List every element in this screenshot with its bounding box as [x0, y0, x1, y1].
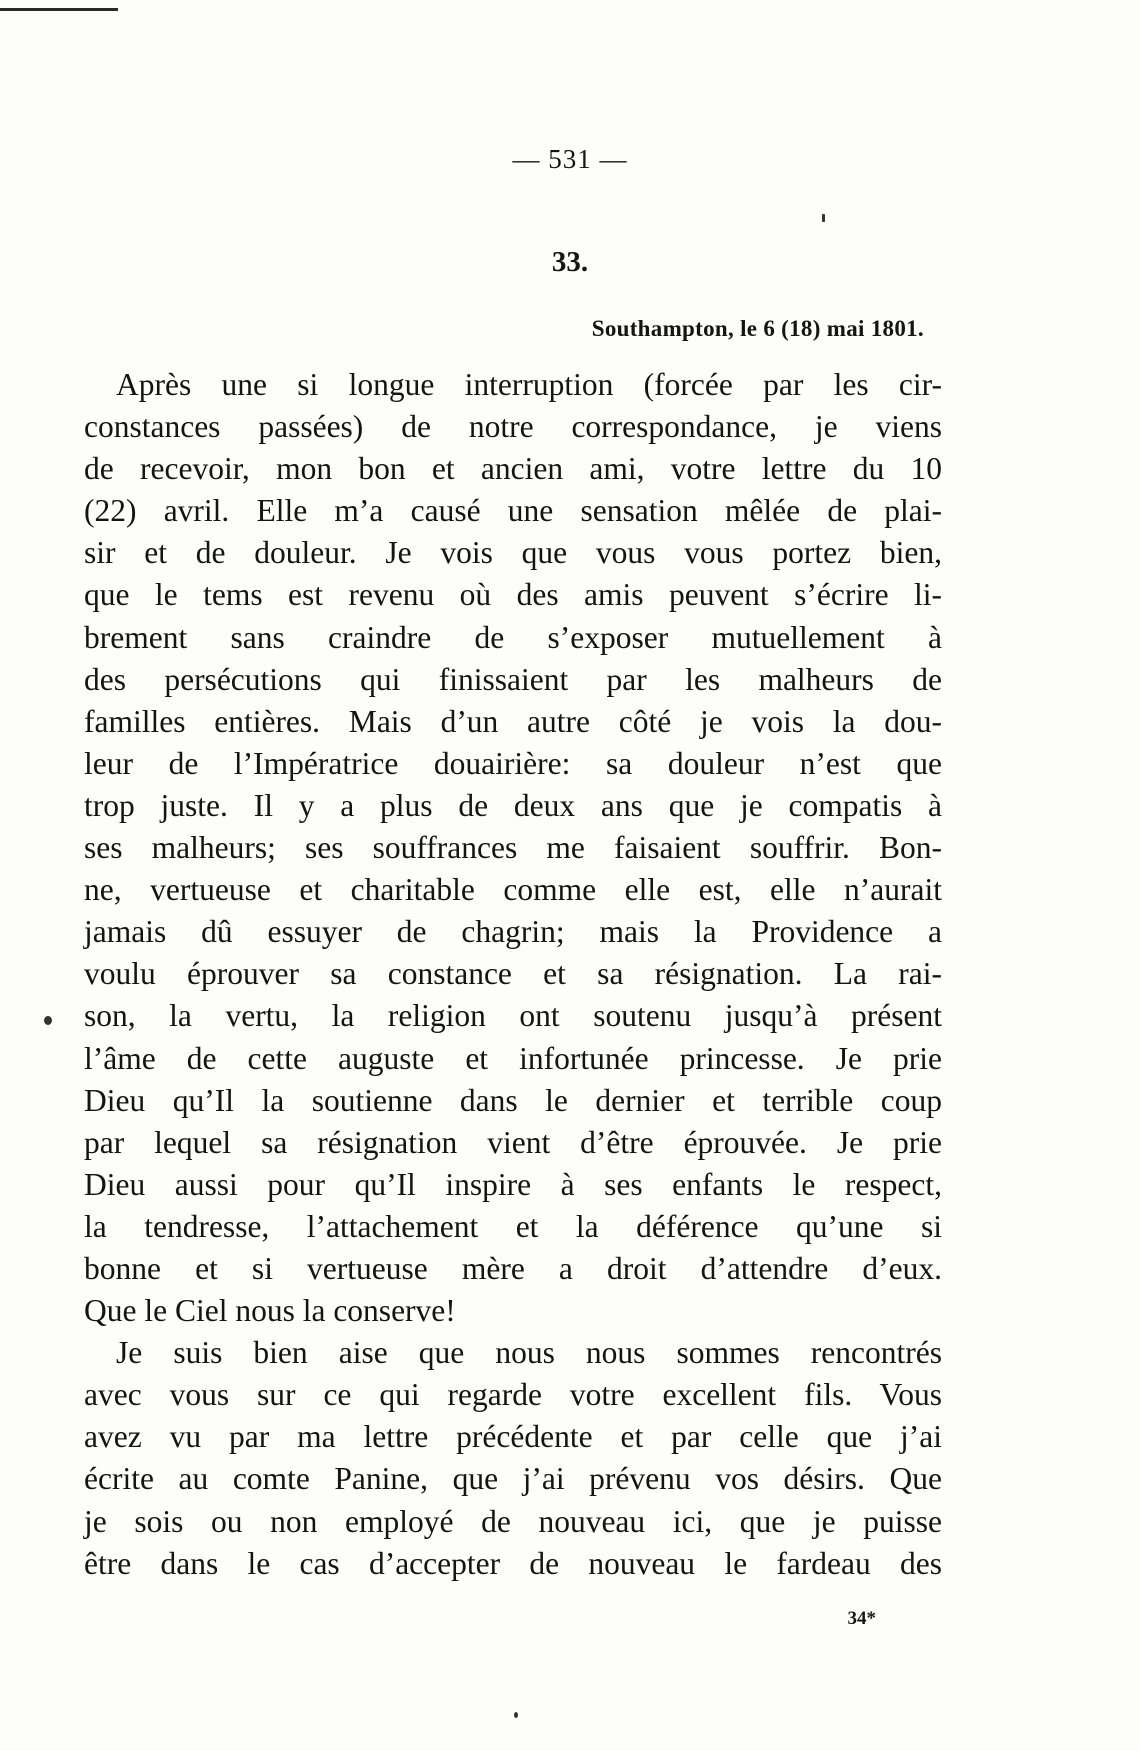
text-line: voulu éprouver sa constance et sa résignation. La rai-	[84, 956, 942, 992]
text-line: trop juste. Il y a plus de deux ans que je compatis à	[84, 787, 942, 823]
text-line: avez vu par ma lettre précédente et par celle que j’ai	[84, 1419, 942, 1455]
paragraph-1	[84, 364, 942, 1332]
text-line: leur de l’Impératrice douairière: sa douleur n’est que	[84, 745, 942, 781]
text-line: ne, vertueuse et charitable comme elle est, elle n’aurait	[84, 872, 942, 908]
text-line: la tendresse, l’attachement et la déférence qu’une si	[84, 1208, 942, 1244]
text-line: par lequel sa résignation vient d’être éprouvée. Je prie	[84, 1124, 942, 1160]
text-line: (22) avril. Elle m’a causé une sensation mêlée de plai-	[84, 493, 942, 529]
text-line: écrite au comte Panine, que j’ai prévenu vos désirs. Que	[84, 1461, 942, 1497]
text-line: brement sans craindre de s’exposer mutuellement à	[84, 619, 942, 655]
text-line: être dans le cas d’accepter de nouveau le fardeau des	[84, 1545, 942, 1581]
text-line: son, la vertu, la religion ont soutenu jusqu’à présent	[84, 998, 942, 1034]
text-line: Que le Ciel nous la conserve!	[84, 1293, 456, 1329]
text-line: sir et de douleur. Je vois que vous vous portez bien,	[84, 535, 942, 571]
text-line: je sois ou non employé de nouveau ici, que je puisse	[84, 1503, 942, 1539]
signature-mark: 34*	[847, 1608, 876, 1629]
paragraph-2	[84, 1332, 942, 1585]
text-line: de recevoir, mon bon et ancien ami, votre lettre du 10	[84, 451, 942, 487]
text-line: familles entières. Mais d’un autre côté je vois la dou-	[84, 703, 942, 739]
text-line: Après une si longue interruption (forcée par les cir-	[116, 367, 942, 402]
text-line: constances passées) de notre correspondance, je viens	[84, 409, 942, 445]
ink-speck	[514, 1712, 518, 1718]
text-line: jamais dû essuyer de chagrin; mais la Providence a	[84, 914, 942, 950]
text-line: que le tems est revenu où des amis peuvent s’écrire li-	[84, 577, 942, 613]
text-line: des persécutions qui finissaient par les malheurs de	[84, 661, 942, 697]
ink-speck	[44, 1016, 52, 1025]
text-line: Je suis bien aise que nous nous sommes rencontrés	[116, 1335, 942, 1371]
top-rule	[0, 8, 118, 11]
dateline: Southampton, le 6 (18) mai 1801.	[591, 316, 924, 341]
text-line: bonne et si vertueuse mère a droit d’attendre d’eux.	[84, 1250, 942, 1286]
ink-speck	[822, 214, 825, 222]
letter-body	[84, 364, 942, 1585]
page-number: — 531 —	[512, 144, 628, 174]
text-line: l’âme de cette auguste et infortunée princesse. Je prie	[84, 1040, 942, 1076]
text-line: ses malheurs; ses souffrances me faisaient souffrir. Bon-	[84, 830, 942, 866]
text-line: avec vous sur ce qui regarde votre excellent fils. Vous	[84, 1377, 942, 1413]
text-line: Dieu qu’Il la soutienne dans le dernier et terrible coup	[84, 1082, 942, 1118]
letter-number: 33.	[551, 246, 589, 278]
text-line: Dieu aussi pour qu’Il inspire à ses enfants le respect,	[84, 1166, 942, 1202]
